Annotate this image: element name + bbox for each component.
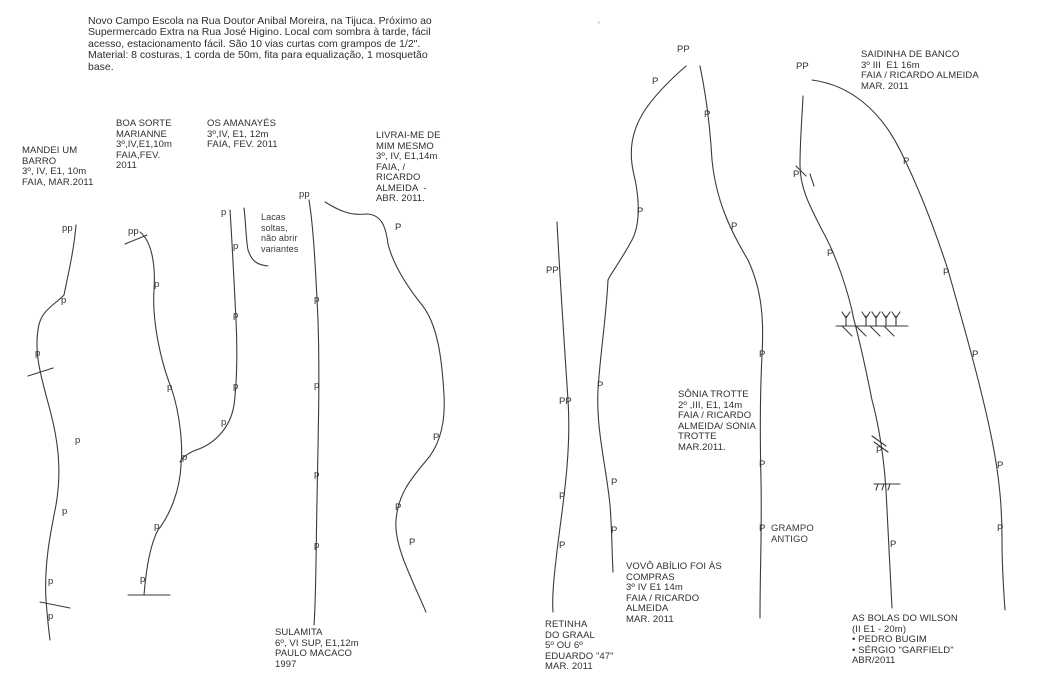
bolt-marker: p [48, 576, 54, 587]
bolt-marker: p [221, 207, 227, 218]
bolt-marker: pp [299, 189, 310, 200]
route-label-line: • SÉRGIO "GARFIELD" [852, 644, 954, 656]
route-label-line: 3º, IV, E1, 10m [22, 166, 87, 177]
route-label-line: BARRO [22, 155, 57, 167]
route-label-line: ABR/2011 [852, 655, 896, 666]
bolt-marker: P [759, 349, 766, 360]
route-line-retinha [553, 222, 569, 612]
bolt-marker: p [75, 435, 81, 446]
route-label-sonia [678, 390, 756, 453]
bolt-marker: p [233, 241, 239, 252]
bolt-marker: p [154, 521, 160, 532]
bolt-marker: p [221, 417, 227, 428]
route-label-line: MIM MESMO [376, 140, 434, 152]
bolt-marker: P [997, 460, 1004, 471]
route-label-line: FAIA, MAR.2011 [22, 176, 94, 188]
bolt-marker: P [611, 525, 618, 536]
route-label-line: ALMEIDA - [376, 182, 427, 194]
bolt-marker: PP [677, 44, 690, 55]
bolt-marker: p [314, 540, 320, 551]
route-label-line: • PEDRO BUGIM [852, 634, 927, 645]
route-line-pp [608, 66, 686, 280]
bolt-marker: p [182, 452, 188, 463]
route-label-line: VOVÔ ABÍLIO FOI ÀS [626, 561, 722, 572]
route-label-bolas [852, 614, 958, 667]
bolt-marker: P [395, 502, 402, 513]
route-line-livrai [325, 202, 444, 612]
bolt-marker: p [140, 574, 146, 585]
route-label-retinha [545, 620, 614, 673]
route-label-line: SÔNIA TROTTE [678, 389, 749, 400]
route-line-sulamita [309, 200, 319, 625]
bolt-marker: P [559, 540, 566, 551]
bolt-marker: P [433, 432, 440, 443]
ledge-hatch [876, 484, 878, 490]
route-label-line: 6º, VI SUP, E1,12m [275, 637, 359, 649]
bolt-marker: P [704, 109, 711, 120]
route-label-line: DO GRAAL [545, 629, 595, 641]
route-label-line: 2011 [116, 160, 137, 171]
route-line-boasorte [140, 232, 182, 595]
route-line-sonia [700, 66, 766, 618]
bolt-marker: P [903, 156, 910, 167]
bolt-marker: p [62, 506, 68, 517]
route-label-line: MARIANNE [116, 128, 167, 140]
bolt-marker: p [314, 294, 320, 305]
route-label-line: MAR.2011. [678, 441, 726, 453]
bolt-marker: P [597, 380, 604, 391]
route-label-line: LIVRAI-ME DE [376, 130, 441, 141]
bolt-marker: P [559, 491, 566, 502]
route-label-line: 5º OU 6º [545, 640, 583, 651]
route-label-line: TROTTE [678, 431, 717, 442]
bolt-marker: p [314, 380, 320, 391]
route-label-line: PAULO MACACO [275, 648, 353, 659]
route-label-line: MAR. 2011 [626, 613, 674, 625]
route-label-line: 1997 [275, 658, 297, 670]
intro-text: Novo Campo Escola na Rua Doutor Anibal Moreira, na Tijuca. Próximo ao Supermercado Extra na Rua José Higino. Local com sombra à tarde, fácil acesso, estacionamento fácil. São 10 vias curtas com grampos de 1/2". Material: 8 costuras, 1 corda de 50m, fita para equalização, 1 mosquetão base. [88, 15, 432, 73]
bolt-marker: P [395, 222, 402, 233]
bolt-marker: PP [546, 265, 559, 276]
route-label-sulamita [275, 628, 359, 670]
bolt-marker: P [611, 477, 618, 488]
route-label-line: BOA SORTE [116, 118, 172, 129]
route-label-line: MANDEI UM [22, 145, 78, 156]
bolt-marker: p [233, 310, 239, 321]
crossing-mark [40, 602, 70, 608]
route-label-line: MAR. 2011 [861, 80, 909, 92]
route-label-line: RICARDO [376, 172, 421, 183]
route-label-livrai [376, 131, 441, 205]
bolt-marker: P [637, 206, 644, 217]
route-label-line: FAIA, / [376, 161, 406, 173]
route-label-line: FAIA / RICARDO [626, 592, 700, 604]
bolt-marker: p [61, 295, 67, 306]
crossing-mark [810, 174, 814, 186]
route-label-line: EDUARDO "47" [545, 650, 614, 662]
bolt-marker: PP [559, 396, 572, 407]
ledge-hatch [884, 326, 894, 336]
bolt-marker: P [652, 76, 659, 87]
bolt-marker: p [167, 382, 173, 393]
separator-mark: ' [598, 20, 600, 30]
ledge-hatch [882, 484, 884, 490]
bolt-marker: P [731, 221, 738, 232]
route-label-mandei [22, 146, 93, 188]
bolt-marker: P [876, 445, 883, 456]
ledge-hatch [870, 326, 880, 336]
route-line-amanayes [180, 207, 237, 462]
bolt-marker: pp [128, 226, 139, 237]
route-label-saidinha [861, 50, 979, 92]
bolt-marker: P [997, 523, 1004, 534]
bolt-marker: P [759, 459, 766, 470]
bolt-marker: P [793, 169, 800, 180]
route-label-line: 3º III E1 16m [861, 59, 920, 71]
bolt-marker: p [48, 611, 54, 622]
bolt-marker: P [759, 523, 766, 534]
route-label-line: ABR. 2011. [376, 193, 425, 204]
route-label-line: RETINHA [545, 619, 588, 630]
route-label-line: (II E1 - 20m) [852, 623, 907, 635]
route-label-line: SAIDINHA DE BANCO [861, 49, 960, 60]
route-label-vovo [626, 562, 722, 625]
route-label-line: ALMEIDA [626, 603, 669, 614]
route-label-line: 2º ,III, E1, 14m [678, 399, 743, 411]
route-label-line: SULAMITA [275, 627, 323, 638]
annotation-lacas: Lacas soltas, não abrir variantes [261, 212, 299, 254]
route-label-line: COMPRAS [626, 571, 675, 583]
route-label-line: 3º,IV, E1, 12m [207, 128, 269, 140]
vegetation-icon [842, 312, 900, 326]
route-line-mandei [37, 225, 76, 640]
route-label-amanayes [207, 119, 278, 151]
route-label-line: ALMEIDA/ SONIA [678, 420, 756, 432]
ledge-hatch [842, 326, 852, 336]
route-label-line: 3º, IV, E1,14m [376, 151, 438, 162]
bolt-marker: pp [62, 223, 73, 234]
route-label-line: FAIA,FEV. [116, 149, 161, 161]
bolt-marker: P [890, 539, 897, 550]
route-label-line: 3º IV E1 14m [626, 582, 683, 593]
route-label-line: 3º,IV,E1,10m [116, 139, 173, 150]
bolt-marker: p [35, 348, 41, 359]
route-label-line: FAIA / RICARDO ALMEIDA [861, 70, 979, 81]
route-label-line: MAR. 2011 [545, 661, 593, 672]
bolt-marker: p [154, 279, 160, 290]
route-label-line: FAIA / RICARDO [678, 410, 752, 421]
bolt-marker: P [972, 349, 979, 360]
route-label-line: AS BOLAS DO WILSON [852, 613, 958, 624]
route-label-boasorte [116, 119, 172, 172]
bolt-marker: PP [796, 61, 809, 72]
route-label-line: OS AMANAYÉS [207, 118, 277, 129]
bolt-marker: P [827, 248, 834, 259]
ledge-hatch [888, 484, 890, 490]
bolt-marker: P [943, 267, 950, 278]
route-label-line: FAIA, FEV. 2011 [207, 139, 278, 150]
bolt-marker: p [233, 381, 239, 392]
bolt-marker: p [314, 469, 320, 480]
annotation-grampo: GRAMPO ANTIGO [771, 523, 814, 545]
bolt-marker: P [409, 537, 416, 548]
